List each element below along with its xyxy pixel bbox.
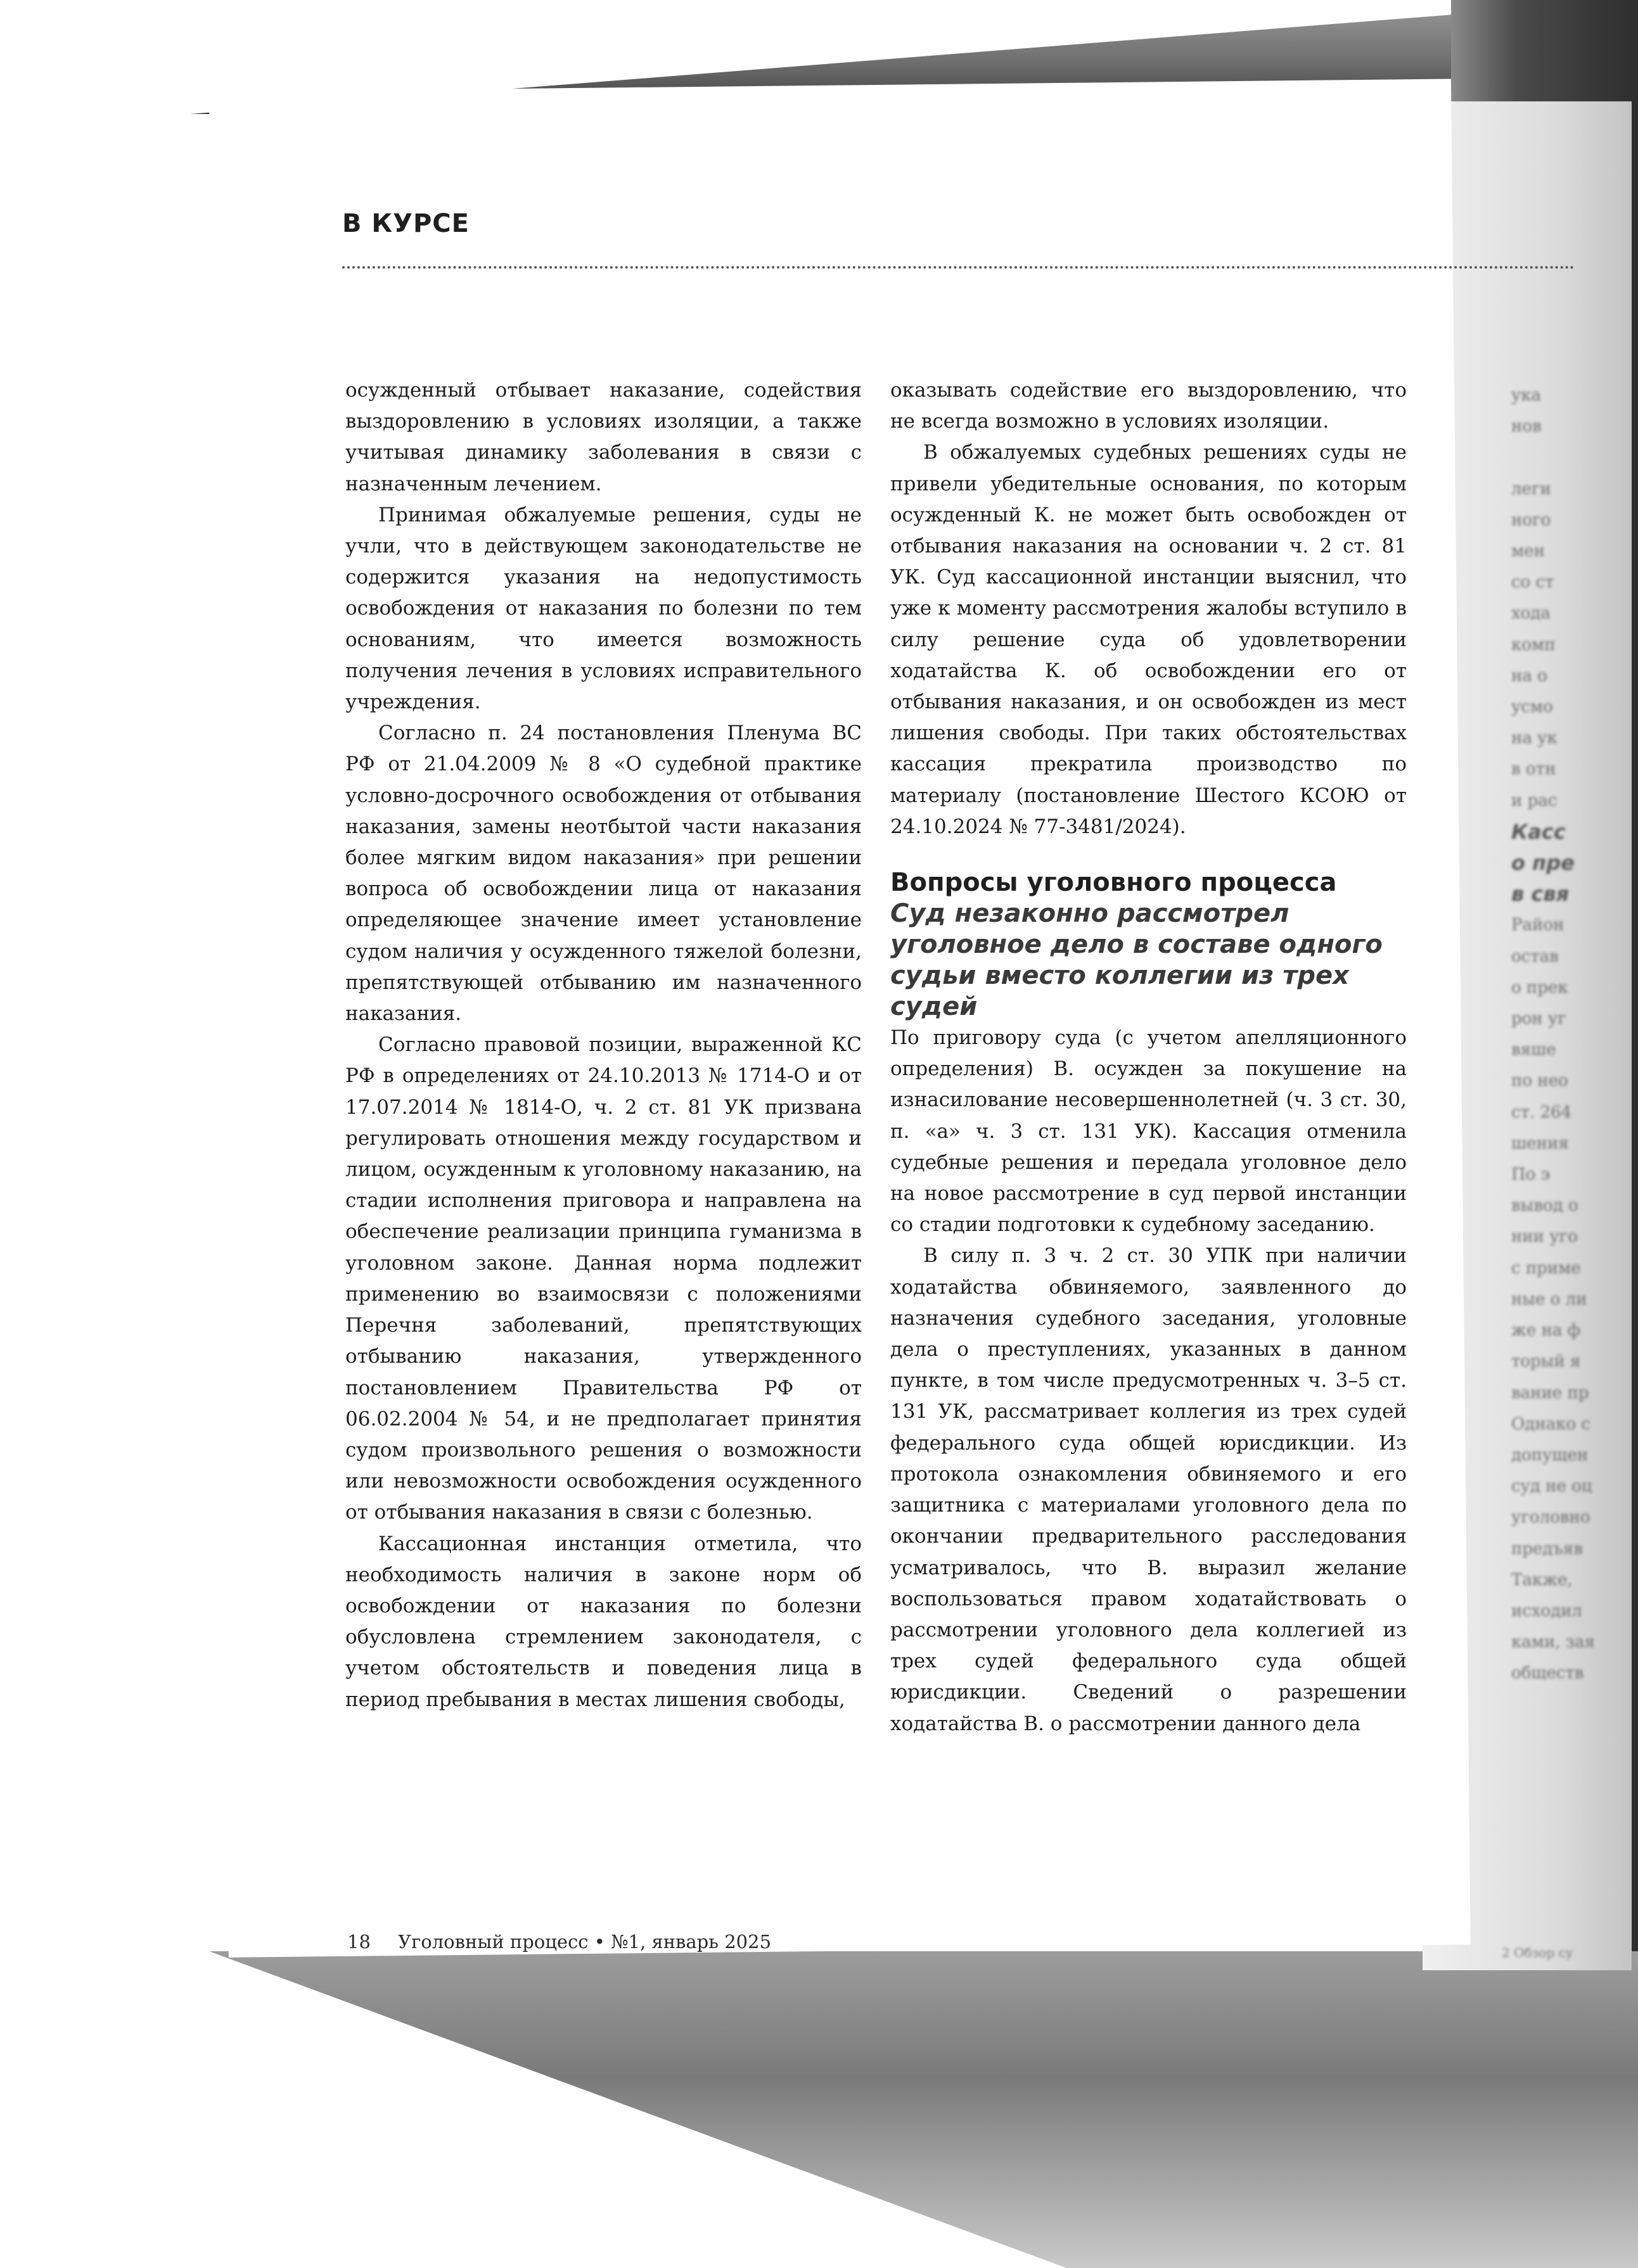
next-page-line: ками, зая: [1511, 1633, 1595, 1652]
left-column: [345, 375, 862, 1716]
next-page-text-fragments: [1511, 380, 1632, 1690]
next-page-line: шения: [1511, 1133, 1569, 1153]
right-column-intro: [890, 375, 1407, 843]
page-number: 18: [347, 1931, 371, 1953]
running-head: В КУРСЕ: [342, 209, 470, 238]
next-page-line: уголовно: [1511, 1508, 1590, 1527]
scan-shadow-bottom: [209, 1951, 1638, 2268]
next-page-line: Касс: [1511, 819, 1566, 844]
next-page-line: комп: [1511, 635, 1556, 654]
paragraph: Принимая обжалуемые решения, суды не учли, что в действующем законодательстве не содержится указания на недопустимость освобождения от наказания по болезни по тем основаниям, что имеется возможность получения лечения в условиях исправительного учреждения.: [345, 503, 862, 714]
header-divider: [342, 266, 1575, 269]
next-page-line: суд не оц: [1511, 1477, 1592, 1496]
next-page-line: о пре: [1511, 851, 1575, 876]
paragraph: осужденный отбывает наказание, содействия выздоровлению в условиях изоляции, а также учитывая динамику заболевания в связи с назначенным лечением.: [345, 379, 862, 495]
right-column: [890, 375, 1407, 1740]
next-page-line: вывод о: [1511, 1196, 1578, 1216]
publication-info: Уголовный процесс • №1, январь 2025: [398, 1931, 772, 1953]
next-page-line: по нео: [1511, 1071, 1568, 1091]
next-page-line: со ст: [1511, 573, 1554, 592]
paragraph: оказывать содействие его выздоровлению, что не всегда возможно в условиях изоляции.: [890, 379, 1407, 433]
next-page-line: ст. 264: [1511, 1102, 1572, 1122]
next-page-line: [1511, 442, 1632, 473]
paragraph: В обжалуемых судебных решениях суды не привели убедительные основания, по которым осужденный К. не может быть освобожден от отбывания наказания на основании ч. 2 ст. 81 УК. Суд кассационной инстанции выяснил, что уже к моменту рассмотрения жалобы вступило в силу решение суда об удовлетворении ходатайства К. об освобождении его от отбывания наказания, и он освобожден из мест лишения свободы. При таких обстоятельствах кассация прекратила производство по материалу (постановление Шестого КСОЮ от 24.10.2024 № 77-3481/2024).: [890, 441, 1407, 838]
next-page-footnote: 2 Обзор су: [1502, 1945, 1573, 1960]
next-page-line: усмо: [1511, 698, 1553, 717]
next-page-line: леги: [1511, 479, 1551, 499]
right-column-body: [890, 1023, 1407, 1740]
paragraph: Согласно п. 24 постановления Пленума ВС РФ от 21.04.2009 № 8 «О судебной практике условно-досрочного освобождения от отбывания наказания, замены неотбытой части наказания более мягким видом наказания» при решении вопроса об освобождении лица от наказания определяющее значение имеет установление судом наличия у осужденного тяжелой болезни, препятствующей отбыванию им назначенного наказания.: [345, 722, 862, 1026]
next-page-line: на ук: [1511, 729, 1558, 748]
next-page-line: мен: [1511, 542, 1545, 561]
section-title: Вопросы уголовного процесса: [890, 868, 1337, 898]
section-subtitle: Суд незаконно рассмотрел уголовное дело в составе одного судьи вместо коллегии из трех судей: [890, 899, 1383, 1022]
next-page-line: допущен: [1511, 1445, 1589, 1465]
next-page-line: с приме: [1511, 1258, 1581, 1278]
next-page-line: в отн: [1511, 760, 1556, 779]
next-page-line: По э: [1511, 1165, 1551, 1185]
next-page-line: Также,: [1511, 1570, 1573, 1590]
next-page-line: в свя: [1511, 882, 1570, 907]
next-page-line: вяше: [1511, 1040, 1556, 1060]
next-page-line: обществ: [1511, 1664, 1584, 1683]
next-page-line: и рас: [1511, 791, 1558, 810]
next-page-line: Район: [1511, 915, 1564, 935]
next-page-line: вание пр: [1511, 1383, 1589, 1403]
next-page-line: хода: [1511, 604, 1551, 623]
next-page-line: ного: [1511, 510, 1551, 530]
next-page-line: исходил: [1511, 1601, 1583, 1621]
next-page-line: нии уго: [1511, 1227, 1578, 1247]
next-page-line: о прек: [1511, 978, 1568, 997]
paragraph: Кассационная инстанция отметила, что необходимость наличия в законе норм об освобождении от наказания по болезни обусловлена стремлением законодателя, с учетом обстоятельств и поведения лица в период пребывания в местах лишения свободы,: [345, 1532, 862, 1711]
next-page-line: Однако с: [1511, 1414, 1590, 1434]
next-page-line: же на ф: [1511, 1321, 1581, 1341]
section-heading: [890, 867, 1407, 1023]
next-page-line: ука: [1511, 386, 1542, 405]
next-page-line: остав: [1511, 946, 1559, 966]
paragraph: Согласно правовой позиции, выраженной КС РФ в определениях от 24.10.2013 № 1714-О и от 17.07.2014 № 1814-О, ч. 2 ст. 81 УК призвана регулировать отношения между государством и лицом, осужденным к уголовному наказанию, на стадии исполнения приговора и направлена на обеспечение реализации принципа гуманизма в уголовном законе. Данная норма подлежит применению во взаимосвязи с положениями Перечня заболеваний, препятствующих отбыванию наказания, утвержденного постановлением Правительства РФ от 06.02.2004 № 54, и не предполагает принятия судом произвольного решения о возможности или невозможности освобождения осужденного от отбывания наказания в связи с болезнью.: [345, 1033, 862, 1524]
next-page-line: на о: [1511, 666, 1547, 685]
next-page-line: предъяв: [1511, 1539, 1583, 1558]
next-page-line: нов: [1511, 417, 1542, 436]
page-footer: [347, 1931, 771, 1953]
paragraph: По приговору суда (с учетом апелляционного определения) В. осужден за покушение на изнасилование несовершеннолетней (ч. 3 ст. 30, п. «а» ч. 3 ст. 131 УК). Кассация отменила судебные решения и передала уголовное дело на новое рассмотрение в суд первой инстанции со стадии подготовки к судебному заседанию.: [890, 1026, 1407, 1237]
next-page-line: ные о ли: [1511, 1289, 1587, 1309]
paragraph: В силу п. 3 ч. 2 ст. 30 УПК при наличии ходатайства обвиняемого, заявленного до назначения судебного заседания, уголовные дела о преступлениях, указанных в данном пункте, в том числе предусмотренных ч. 3–5 ст. 131 УК, рассматривает коллегия из трех судей федерального суда общей юрисдикции. Из протокола ознакомления обвиняемого и его защитника с материалами уголовного дела по окончании предварительного расследования усматривалось, что В. выразил желание воспользоваться правом ходатайствовать о рассмотрении уголовного дела коллегией из трех судей федерального суда общей юрисдикции. Сведений о разрешении ходатайства В. о рассмотрении данного дела: [890, 1244, 1407, 1735]
next-page-line: торый я: [1511, 1352, 1581, 1372]
next-page-line: рон уг: [1511, 1009, 1566, 1029]
